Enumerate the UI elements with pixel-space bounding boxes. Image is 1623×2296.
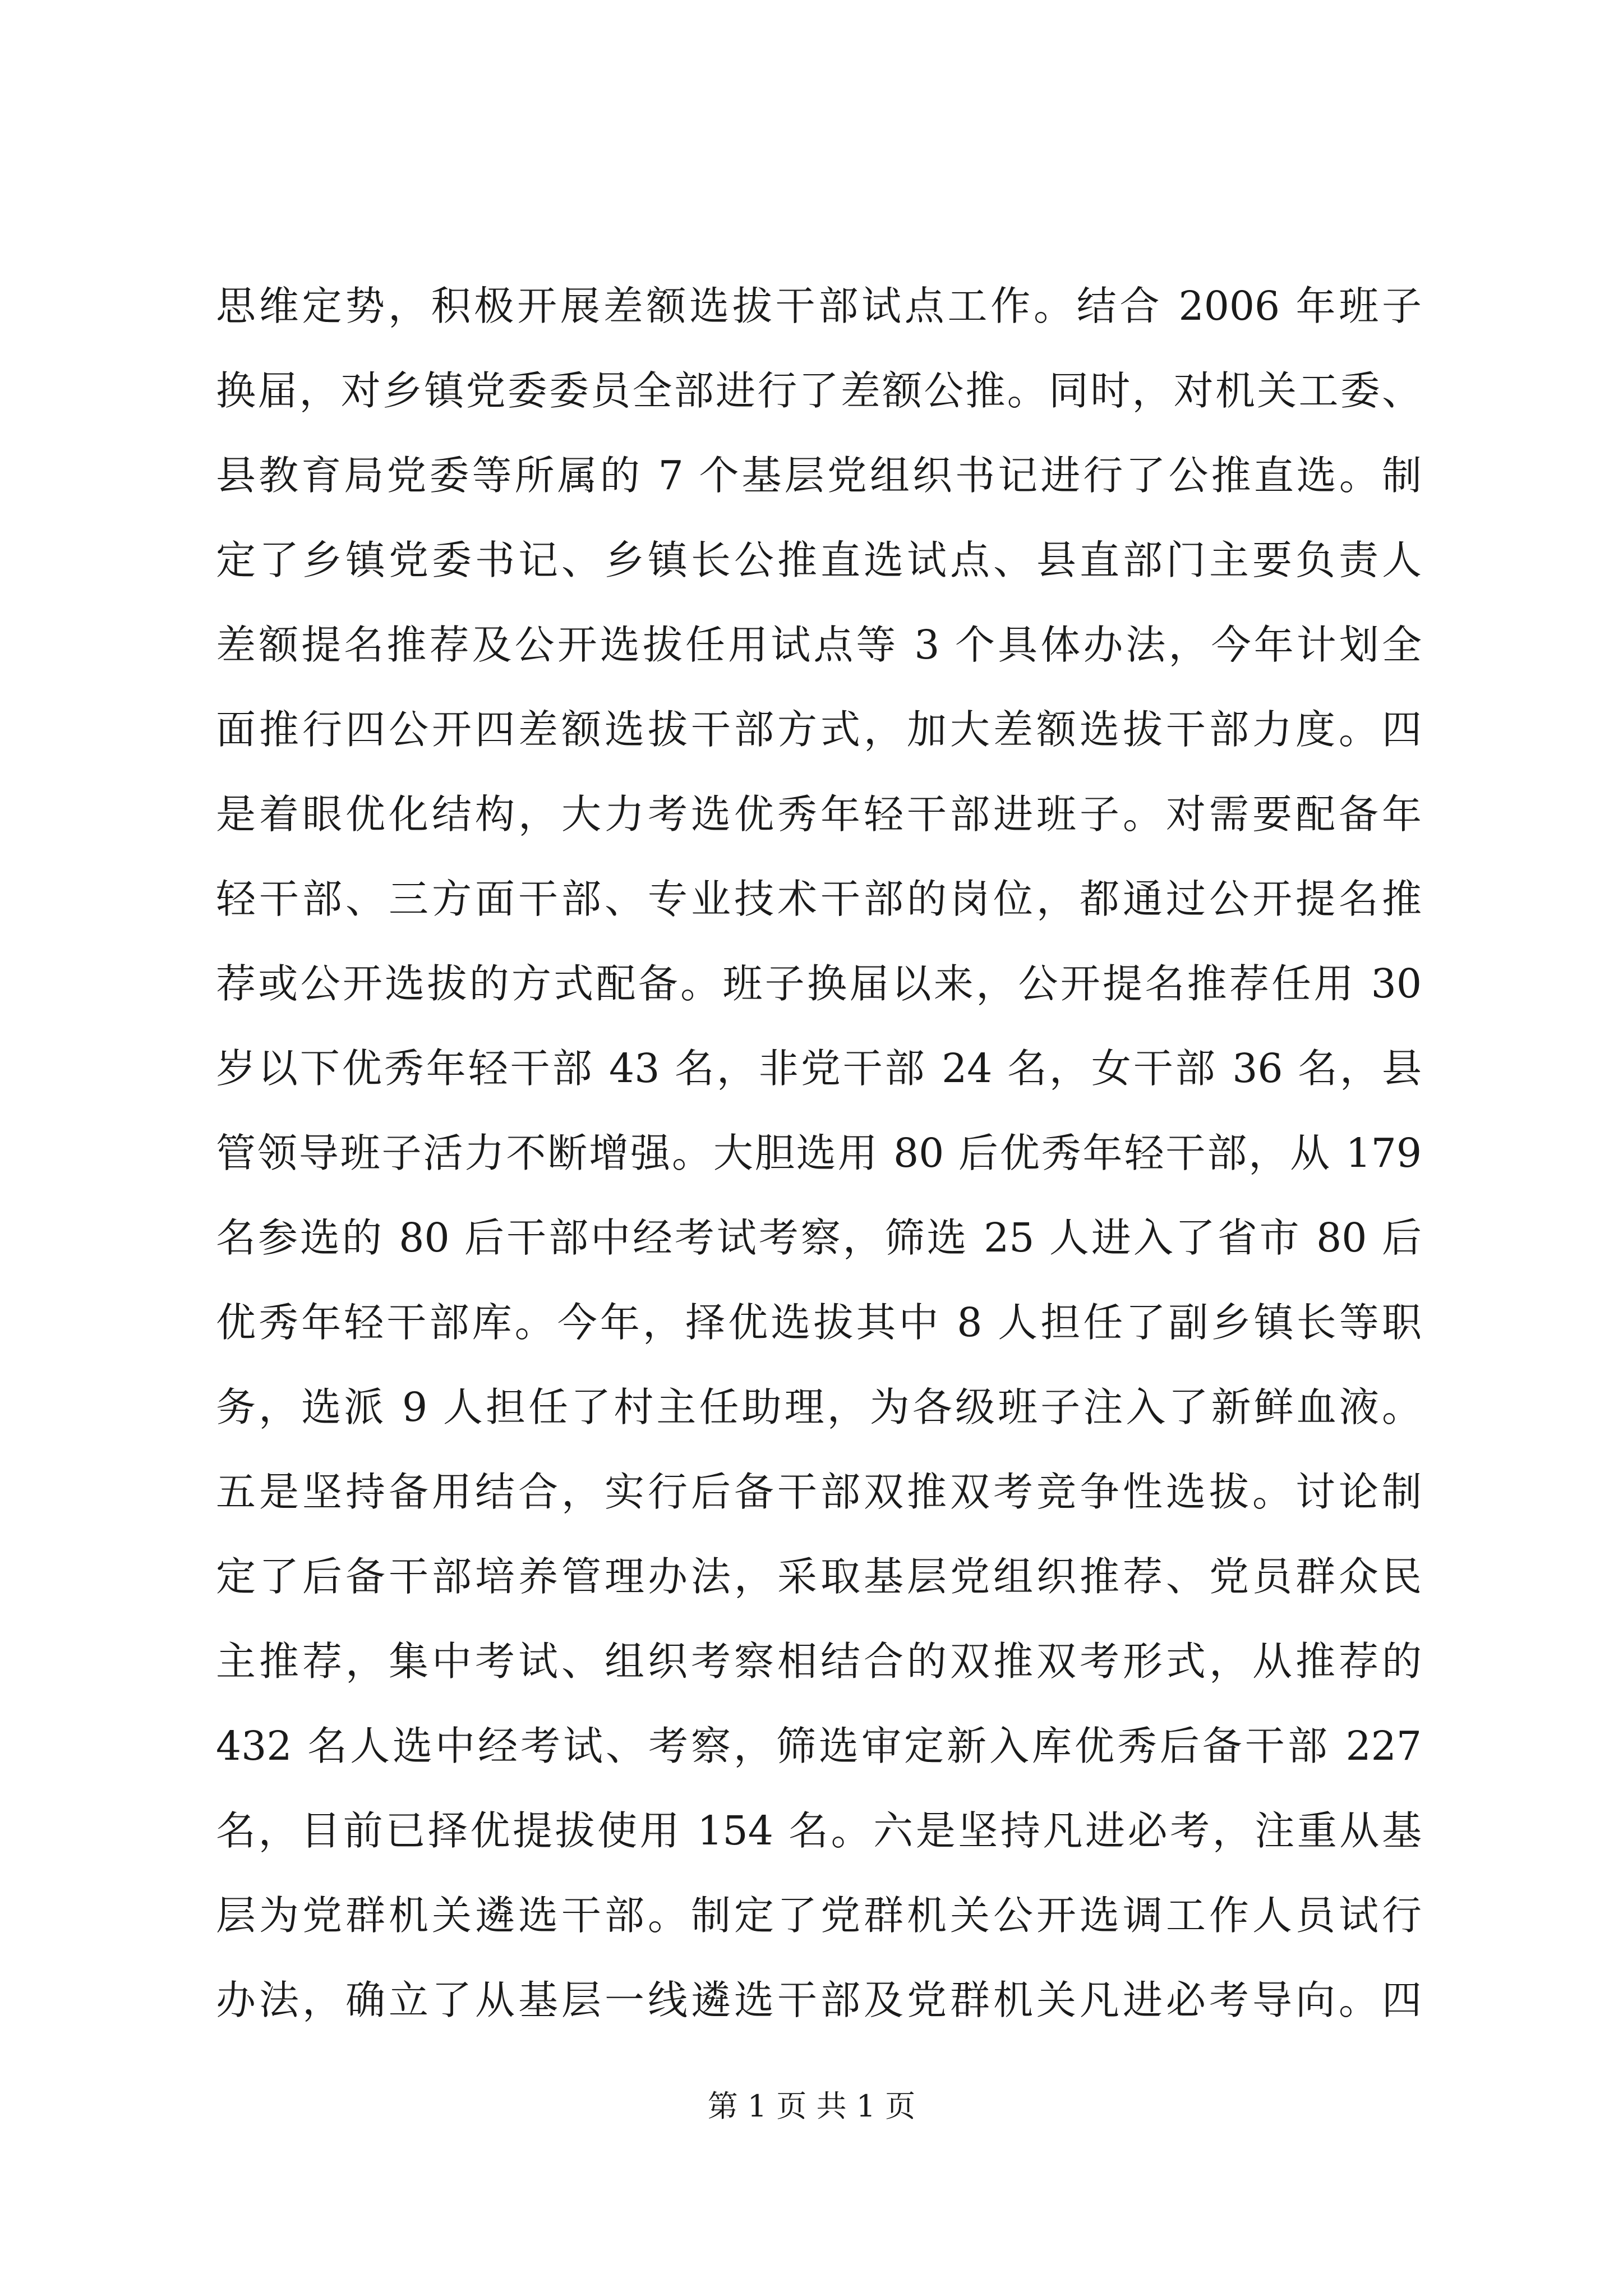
text-line: 思维定势，积极开展差额选拔干部试点工作。结合 2006 年班子: [216, 283, 1422, 329]
text-line: 差额提名推荐及公开选拔任用试点等 3 个具体办法，今年计划全: [216, 622, 1422, 668]
text-line: 名，目前已择优提拔使用 154 名。六是坚持凡进必考，注重从基: [216, 1807, 1422, 1854]
text-line: 务，选派 9 人担任了村主任助理，为各级班子注入了新鲜血液。: [216, 1384, 1422, 1430]
page-footer: 第 1 页 共 1 页: [707, 2088, 916, 2124]
text-line: 换届，对乡镇党委委员全部进行了差额公推。同时，对机关工委、: [216, 367, 1422, 414]
text-line: 定了乡镇党委书记、乡镇长公推直选试点、县直部门主要负责人: [216, 537, 1422, 583]
text-line: 县教育局党委等所属的 7 个基层党组织书记进行了公推直选。制: [216, 452, 1422, 499]
text-line: 岁以下优秀年轻干部 43 名，非党干部 24 名，女干部 36 名，县: [216, 1045, 1422, 1092]
text-line: 432 名人选中经考试、考察，筛选审定新入库优秀后备干部 227: [216, 1723, 1422, 1769]
text-line: 定了后备干部培养管理办法，采取基层党组织推荐、党员群众民: [216, 1553, 1422, 1600]
text-line: 优秀年轻干部库。今年，择优选拔其中 8 人担任了副乡镇长等职: [216, 1299, 1422, 1346]
text-line: 名参选的 80 后干部中经考试考察，筛选 25 人进入了省市 80 后: [216, 1214, 1422, 1261]
text-line: 荐或公开选拔的方式配备。班子换届以来，公开提名推荐任用 30: [216, 960, 1422, 1007]
text-line: 面推行四公开四差额选拔干部方式，加大差额选拔干部力度。四: [216, 706, 1422, 753]
text-line: 主推荐，集中考试、组织考察相结合的双推双考形式，从推荐的: [216, 1638, 1422, 1685]
text-line: 层为党群机关遴选干部。制定了党群机关公开选调工作人员试行: [216, 1892, 1422, 1939]
text-line: 是着眼优化结构，大力考选优秀年轻干部进班子。对需要配备年: [216, 791, 1422, 838]
text-line: 管领导班子活力不断增强。大胆选用 80 后优秀年轻干部，从 179: [216, 1130, 1422, 1176]
body-text: [216, 264, 1422, 2042]
text-line: 办法，确立了从基层一线遴选干部及党群机关凡进必考导向。四: [216, 1977, 1422, 2023]
text-line: 轻干部、三方面干部、专业技术干部的岗位，都通过公开提名推: [216, 876, 1422, 922]
text-line: 五是坚持备用结合，实行后备干部双推双考竞争性选拔。讨论制: [216, 1469, 1422, 1515]
